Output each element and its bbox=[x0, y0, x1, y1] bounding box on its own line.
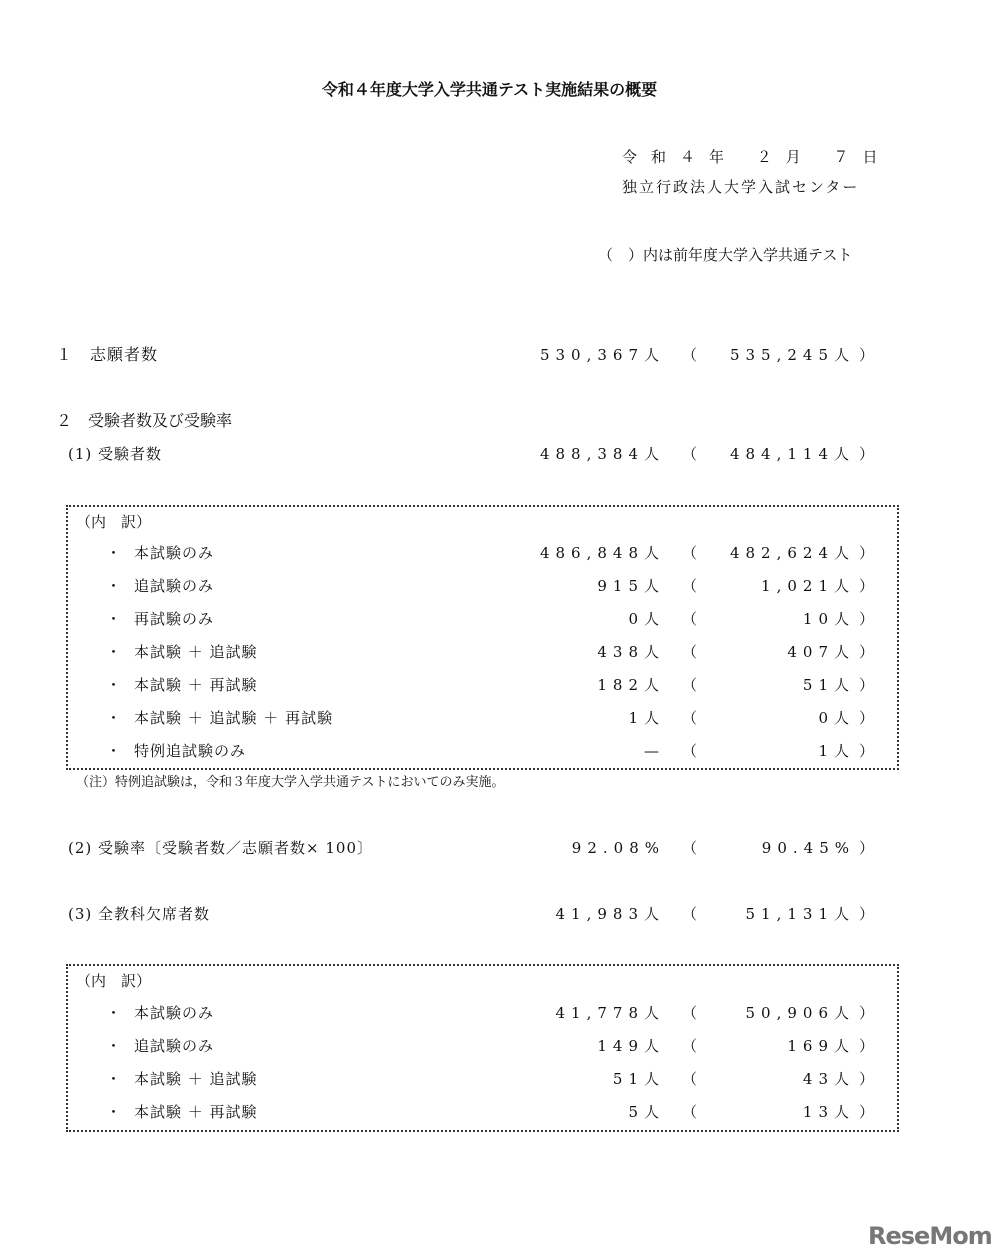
open-paren: （ bbox=[682, 676, 698, 694]
open-paren: （ bbox=[682, 445, 698, 463]
row-value: 182人 bbox=[597, 676, 665, 694]
bullet-icon: ・ bbox=[106, 544, 122, 562]
document-title: 令和４年度大学入学共通テスト実施結果の概要 bbox=[321, 80, 658, 99]
close-paren: ） bbox=[859, 346, 875, 364]
close-paren: ） bbox=[859, 1103, 875, 1121]
section-heading: ２ 受験者数及び受験率 bbox=[56, 411, 233, 430]
close-paren: ） bbox=[859, 905, 875, 923]
row-previous-value: 1,021人 bbox=[761, 577, 855, 595]
resemom-logo: ReseMom bbox=[868, 1222, 992, 1250]
row-previous-value: 169人 bbox=[787, 1037, 855, 1055]
bullet-icon: ・ bbox=[106, 676, 122, 694]
row-previous-value: 13人 bbox=[802, 1103, 855, 1121]
row-label: 本試験のみ bbox=[134, 544, 215, 562]
breakdown-heading: （内 訳） bbox=[76, 972, 152, 990]
row-label: 本試験 ＋ 再試験 bbox=[134, 1103, 258, 1121]
footnote: （注）特例追試験は，令和３年度大学入学共通テストにおいてのみ実施。 bbox=[76, 775, 505, 790]
row-value: 530,367人 bbox=[539, 346, 665, 364]
row-previous-value: 90.45% bbox=[761, 839, 855, 857]
row-label: 追試験のみ bbox=[134, 1037, 215, 1055]
bullet-icon: ・ bbox=[106, 577, 122, 595]
bullet-icon: ・ bbox=[106, 643, 122, 661]
row-label: 本試験 ＋ 追試験 ＋ 再試験 bbox=[134, 709, 334, 727]
bullet-icon: ・ bbox=[106, 610, 122, 628]
open-paren: （ bbox=[682, 1004, 698, 1022]
row-label: (1) 受験者数 bbox=[68, 445, 163, 463]
row-value: 438人 bbox=[597, 643, 665, 661]
row-previous-value: 0人 bbox=[818, 709, 855, 727]
row-value: — bbox=[644, 742, 665, 760]
row-value: 1人 bbox=[628, 709, 665, 727]
bullet-icon: ・ bbox=[106, 1103, 122, 1121]
row-previous-value: 43人 bbox=[802, 1070, 855, 1088]
row-label: 追試験のみ bbox=[134, 577, 215, 595]
bullet-icon: ・ bbox=[106, 742, 122, 760]
row-previous-value: 10人 bbox=[802, 610, 855, 628]
row-label: 本試験のみ bbox=[134, 1004, 215, 1022]
row-label: 特例追試験のみ bbox=[134, 742, 247, 760]
row-value: 41,778人 bbox=[555, 1004, 665, 1022]
open-paren: （ bbox=[682, 709, 698, 727]
issue-date: 令和４年 ２月 ７日 bbox=[622, 148, 892, 166]
row-previous-value: 51,131人 bbox=[745, 905, 855, 923]
close-paren: ） bbox=[859, 1004, 875, 1022]
row-previous-value: 407人 bbox=[787, 643, 855, 661]
bullet-icon: ・ bbox=[106, 1004, 122, 1022]
open-paren: （ bbox=[682, 742, 698, 760]
row-previous-value: 51人 bbox=[802, 676, 855, 694]
row-previous-value: 1人 bbox=[818, 742, 855, 760]
row-value: 41,983人 bbox=[555, 905, 665, 923]
open-paren: （ bbox=[682, 1037, 698, 1055]
open-paren: （ bbox=[682, 839, 698, 857]
row-previous-value: 50,906人 bbox=[745, 1004, 855, 1022]
row-value: 51人 bbox=[612, 1070, 665, 1088]
breakdown-box-1 bbox=[66, 505, 899, 770]
breakdown-box-2 bbox=[66, 964, 899, 1132]
open-paren: （ bbox=[682, 346, 698, 364]
row-label: 本試験 ＋ 追試験 bbox=[134, 1070, 258, 1088]
close-paren: ） bbox=[859, 742, 875, 760]
row-label: (3) 全教科欠席者数 bbox=[68, 905, 211, 923]
open-paren: （ bbox=[682, 1103, 698, 1121]
close-paren: ） bbox=[859, 676, 875, 694]
breakdown-heading: （内 訳） bbox=[76, 513, 152, 531]
row-label: 再試験のみ bbox=[134, 610, 215, 628]
close-paren: ） bbox=[859, 1037, 875, 1055]
row-label: １ 志願者数 bbox=[56, 345, 159, 364]
close-paren: ） bbox=[859, 577, 875, 595]
bullet-icon: ・ bbox=[106, 1070, 122, 1088]
row-value: 915人 bbox=[597, 577, 665, 595]
close-paren: ） bbox=[859, 709, 875, 727]
row-value: 486,848人 bbox=[539, 544, 665, 562]
row-previous-value: 484,114人 bbox=[729, 445, 855, 463]
open-paren: （ bbox=[682, 905, 698, 923]
open-paren: （ bbox=[682, 610, 698, 628]
close-paren: ） bbox=[859, 544, 875, 562]
close-paren: ） bbox=[859, 445, 875, 463]
organization: 独立行政法人大学入試センター bbox=[622, 178, 860, 196]
close-paren: ） bbox=[859, 839, 875, 857]
row-label: 本試験 ＋ 再試験 bbox=[134, 676, 258, 694]
paren-note: （ ）内は前年度大学入学共通テスト bbox=[598, 246, 853, 264]
row-value: 488,384人 bbox=[539, 445, 665, 463]
row-previous-value: 482,624人 bbox=[729, 544, 855, 562]
close-paren: ） bbox=[859, 610, 875, 628]
close-paren: ） bbox=[859, 1070, 875, 1088]
row-value: 0人 bbox=[628, 610, 665, 628]
open-paren: （ bbox=[682, 544, 698, 562]
bullet-icon: ・ bbox=[106, 1037, 122, 1055]
row-value: 149人 bbox=[597, 1037, 665, 1055]
row-value: 92.08% bbox=[571, 839, 665, 857]
close-paren: ） bbox=[859, 643, 875, 661]
row-label: (2) 受験率〔受験者数／志願者数× 100〕 bbox=[68, 839, 373, 857]
open-paren: （ bbox=[682, 1070, 698, 1088]
row-previous-value: 535,245人 bbox=[729, 346, 855, 364]
row-value: 5人 bbox=[628, 1103, 665, 1121]
open-paren: （ bbox=[682, 577, 698, 595]
bullet-icon: ・ bbox=[106, 709, 122, 727]
open-paren: （ bbox=[682, 643, 698, 661]
row-label: 本試験 ＋ 追試験 bbox=[134, 643, 258, 661]
